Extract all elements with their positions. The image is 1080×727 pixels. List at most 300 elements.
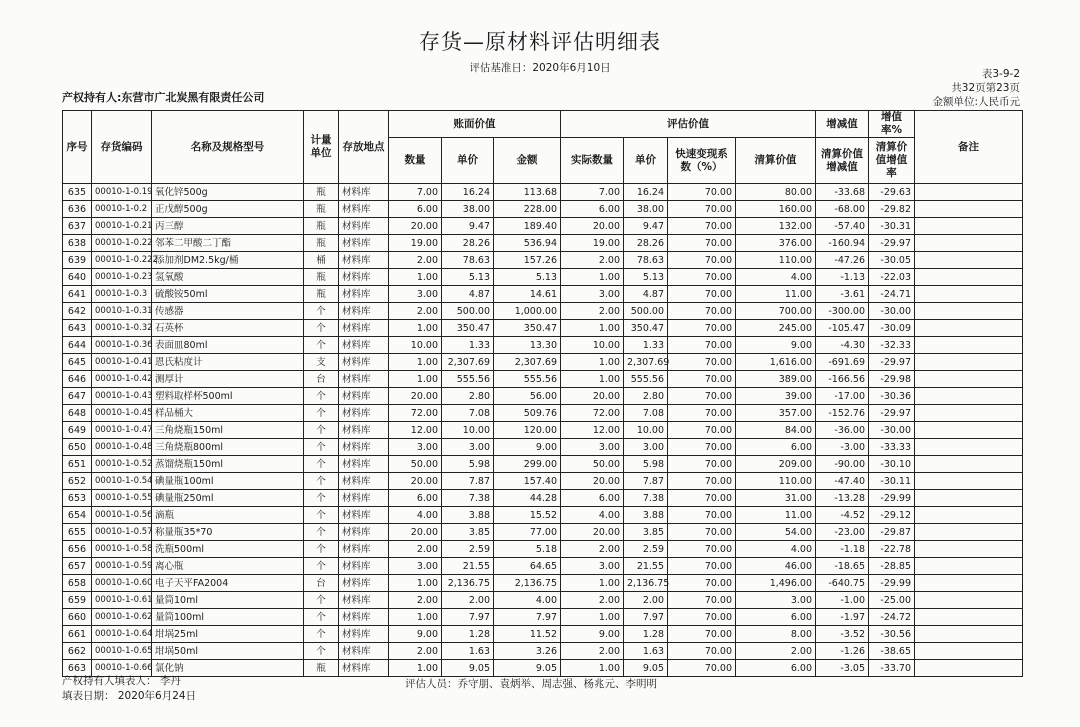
table-cell: 160.00 (736, 201, 816, 218)
table-row (63, 660, 1023, 677)
table-cell: 70.00 (668, 354, 736, 371)
table-cell: 00010-1-0.222 (92, 252, 152, 269)
table-cell: 00010-1-0.19 (92, 184, 152, 201)
header-liquidation-rate: 快速变现系数（%） (668, 138, 736, 184)
page-count: 共32页第23页 (951, 82, 1020, 94)
fill-date: 填表日期： 2020年6月24日 (62, 690, 197, 702)
table-cell: 个 (304, 626, 339, 643)
table-cell: 材料库 (339, 439, 389, 456)
table-cell: 2,307.69 (494, 354, 561, 371)
table-cell: 84.00 (736, 422, 816, 439)
table-cell: 1.00 (561, 371, 624, 388)
table-cell: 70.00 (668, 286, 736, 303)
table-cell: 支 (304, 354, 339, 371)
table-cell: 70.00 (668, 303, 736, 320)
table-row (63, 354, 1023, 371)
remark-cell (915, 541, 1023, 558)
header-appraised-value: 评估价值 (561, 111, 816, 138)
table-cell: 70.00 (668, 609, 736, 626)
table-cell: 00010-1-0.43 (92, 388, 152, 405)
table-cell: -90.00 (816, 456, 869, 473)
table-cell: -300.00 (816, 303, 869, 320)
table-cell: 536.94 (494, 235, 561, 252)
header-book-price: 单价 (442, 138, 494, 184)
table-cell: -28.85 (869, 558, 915, 575)
table-cell: 2.00 (442, 592, 494, 609)
table-cell: 72.00 (561, 405, 624, 422)
table-cell: 1.00 (389, 371, 442, 388)
table-cell: 1.00 (561, 609, 624, 626)
table-cell: 材料库 (339, 626, 389, 643)
table-cell: 4.00 (561, 507, 624, 524)
table-cell: 3.26 (494, 643, 561, 660)
table-cell: -29.97 (869, 405, 915, 422)
table-cell: 材料库 (339, 524, 389, 541)
table-cell: 3.00 (389, 286, 442, 303)
table-cell: 1.63 (442, 643, 494, 660)
table-cell: -24.72 (869, 609, 915, 626)
remark-cell (915, 320, 1023, 337)
table-cell: 台 (304, 371, 339, 388)
table-cell: 1,000.00 (494, 303, 561, 320)
table-cell: 5.13 (624, 269, 668, 286)
table-cell: 1.00 (389, 320, 442, 337)
table-cell: 测厚计 (152, 371, 304, 388)
table-cell: 350.47 (624, 320, 668, 337)
table-cell: 2,136.75 (624, 575, 668, 592)
table-row (63, 252, 1023, 269)
table-cell: 640 (63, 269, 92, 286)
table-cell: -47.40 (816, 473, 869, 490)
table-cell: 70.00 (668, 218, 736, 235)
table-cell: -691.69 (816, 354, 869, 371)
remark-cell (915, 354, 1023, 371)
table-cell: 硫酸铵50ml (152, 286, 304, 303)
table-cell: 651 (63, 456, 92, 473)
table-cell: 245.00 (736, 320, 816, 337)
header-increase-rate-sub: 清算价值增值率 (869, 138, 915, 184)
table-cell: -30.05 (869, 252, 915, 269)
table-cell: 3.85 (442, 524, 494, 541)
table-cell: 555.56 (624, 371, 668, 388)
table-cell: 2.80 (624, 388, 668, 405)
table-cell: -17.00 (816, 388, 869, 405)
table-cell: 瓶 (304, 201, 339, 218)
table-cell: 132.00 (736, 218, 816, 235)
table-cell: 228.00 (494, 201, 561, 218)
table-row (63, 235, 1023, 252)
table-cell: -166.56 (816, 371, 869, 388)
table-row (63, 575, 1023, 592)
table-cell: 8.00 (736, 626, 816, 643)
table-cell: 个 (304, 320, 339, 337)
table-cell: 洗瓶500ml (152, 541, 304, 558)
table-cell: 00010-1-0.21 (92, 218, 152, 235)
table-row (63, 643, 1023, 660)
table-cell: -30.11 (869, 473, 915, 490)
table-cell: 2.00 (561, 252, 624, 269)
table-cell: 00010-1-0.2 (92, 201, 152, 218)
table-cell: -33.68 (816, 184, 869, 201)
table-cell: 350.47 (442, 320, 494, 337)
table-cell: 20.00 (561, 524, 624, 541)
table-cell: 4.00 (736, 269, 816, 286)
table-cell: 1.00 (561, 269, 624, 286)
table-cell: 00010-1-0.60 (92, 575, 152, 592)
table-cell: 材料库 (339, 337, 389, 354)
table-cell: 655 (63, 524, 92, 541)
table-cell: -152.76 (816, 405, 869, 422)
table-row (63, 524, 1023, 541)
table-cell: 645 (63, 354, 92, 371)
table-cell: 70.00 (668, 405, 736, 422)
table-cell: 77.00 (494, 524, 561, 541)
table-cell: 个 (304, 439, 339, 456)
table-cell: -32.33 (869, 337, 915, 354)
table-cell: 个 (304, 507, 339, 524)
table-cell: 639 (63, 252, 92, 269)
table-cell: 637 (63, 218, 92, 235)
table-cell: 1.33 (624, 337, 668, 354)
table-cell: 9.47 (624, 218, 668, 235)
remark-cell (915, 286, 1023, 303)
table-cell: 654 (63, 507, 92, 524)
table-cell: 635 (63, 184, 92, 201)
table-cell: 量筒100ml (152, 609, 304, 626)
table-cell: 材料库 (339, 218, 389, 235)
remark-cell (915, 524, 1023, 541)
table-row (63, 473, 1023, 490)
header-appr-price: 单价 (624, 138, 668, 184)
table-cell: 2,136.75 (494, 575, 561, 592)
table-cell: 碘量瓶100ml (152, 473, 304, 490)
table-cell: -4.30 (816, 337, 869, 354)
table-cell: 2.00 (389, 643, 442, 660)
table-row (63, 371, 1023, 388)
table-row (63, 439, 1023, 456)
table-cell: 9.00 (561, 626, 624, 643)
table-cell: 38.00 (624, 201, 668, 218)
table-cell: 材料库 (339, 422, 389, 439)
table-cell: -640.75 (816, 575, 869, 592)
table-cell: -30.36 (869, 388, 915, 405)
table-cell: 78.63 (442, 252, 494, 269)
table-cell: 642 (63, 303, 92, 320)
table-cell: -29.99 (869, 575, 915, 592)
table-cell: 添加剂DM2.5kg/桶 (152, 252, 304, 269)
table-cell: 653 (63, 490, 92, 507)
table-cell: 636 (63, 201, 92, 218)
table-cell: 9.00 (736, 337, 816, 354)
table-cell: 坩埚25ml (152, 626, 304, 643)
table-row (63, 269, 1023, 286)
table-cell: 瓶 (304, 235, 339, 252)
table-cell: 64.65 (494, 558, 561, 575)
table-cell: 70.00 (668, 643, 736, 660)
table-row (63, 320, 1023, 337)
table-cell: 5.98 (624, 456, 668, 473)
table-cell: 646 (63, 371, 92, 388)
table-cell: 材料库 (339, 541, 389, 558)
table-cell: 材料库 (339, 507, 389, 524)
table-cell: 70.00 (668, 592, 736, 609)
table-cell: 台 (304, 575, 339, 592)
table-cell: 21.55 (442, 558, 494, 575)
table-cell: 644 (63, 337, 92, 354)
header-increase-sub: 清算价值增减值 (816, 138, 869, 184)
table-cell: 恩氏粘度计 (152, 354, 304, 371)
remark-cell (915, 269, 1023, 286)
remark-cell (915, 592, 1023, 609)
table-cell: 材料库 (339, 235, 389, 252)
table-cell: 个 (304, 405, 339, 422)
header-book-qty: 数量 (389, 138, 442, 184)
table-cell: 10.00 (389, 337, 442, 354)
table-cell: 641 (63, 286, 92, 303)
remark-cell (915, 575, 1023, 592)
table-cell: 材料库 (339, 609, 389, 626)
table-cell: 299.00 (494, 456, 561, 473)
remark-cell (915, 235, 1023, 252)
table-cell: 389.00 (736, 371, 816, 388)
table-cell: 50.00 (389, 456, 442, 473)
table-cell: 3.00 (442, 439, 494, 456)
table-cell: 6.00 (736, 439, 816, 456)
preparer: 产权持有人填表人： 李丹 (62, 675, 181, 687)
table-cell: 称量瓶35*70 (152, 524, 304, 541)
table-cell: 正戊醇500g (152, 201, 304, 218)
table-cell: 20.00 (389, 218, 442, 235)
table-cell: 70.00 (668, 422, 736, 439)
table-cell: 个 (304, 524, 339, 541)
table-cell: 1.00 (389, 354, 442, 371)
table-cell: 7.08 (442, 405, 494, 422)
table-cell: -29.97 (869, 354, 915, 371)
table-cell: 00010-1-0.64 (92, 626, 152, 643)
table-cell: 157.40 (494, 473, 561, 490)
table-cell: 传感器 (152, 303, 304, 320)
table-cell: 3.00 (389, 558, 442, 575)
table-cell: 661 (63, 626, 92, 643)
table-cell: 10.00 (561, 337, 624, 354)
table-cell: 坩埚50ml (152, 643, 304, 660)
table-cell: 11.00 (736, 507, 816, 524)
table-cell: 70.00 (668, 252, 736, 269)
table-row (63, 405, 1023, 422)
table-cell: -29.87 (869, 524, 915, 541)
table-cell: 70.00 (668, 524, 736, 541)
table-cell: 70.00 (668, 371, 736, 388)
table-cell: 7.97 (494, 609, 561, 626)
table-cell: 14.61 (494, 286, 561, 303)
table-cell: 3.00 (561, 286, 624, 303)
table-cell: 材料库 (339, 252, 389, 269)
remark-cell (915, 439, 1023, 456)
table-cell: 蒸馏烧瓶150ml (152, 456, 304, 473)
table-cell: -29.63 (869, 184, 915, 201)
table-cell: 5.13 (494, 269, 561, 286)
table-cell: 638 (63, 235, 92, 252)
table-cell: 00010-1-0.52 (92, 456, 152, 473)
remark-cell (915, 626, 1023, 643)
table-cell: 瓶 (304, 269, 339, 286)
header-seq: 序号 (63, 111, 92, 184)
table-cell: -160.94 (816, 235, 869, 252)
table-cell: 1.00 (561, 660, 624, 677)
table-cell: 70.00 (668, 337, 736, 354)
table-cell: 555.56 (494, 371, 561, 388)
table-cell: 20.00 (561, 388, 624, 405)
table-cell: 00010-1-0.61 (92, 592, 152, 609)
table-cell: 6.00 (561, 201, 624, 218)
remark-cell (915, 252, 1023, 269)
table-cell: 6.00 (389, 201, 442, 218)
table-row (63, 286, 1023, 303)
table-cell: 555.56 (442, 371, 494, 388)
table-cell: 电子天平FA2004 (152, 575, 304, 592)
remark-cell (915, 609, 1023, 626)
table-cell: 00010-1-0.3 (92, 286, 152, 303)
table-cell: 72.00 (389, 405, 442, 422)
table-cell: 28.26 (442, 235, 494, 252)
table-cell: -18.65 (816, 558, 869, 575)
table-cell: 00010-1-0.66 (92, 660, 152, 677)
table-cell: 个 (304, 422, 339, 439)
table-cell: 个 (304, 490, 339, 507)
table-cell: 1.00 (561, 354, 624, 371)
table-cell: 6.00 (736, 609, 816, 626)
table-cell: 3.00 (389, 439, 442, 456)
table-cell: -3.05 (816, 660, 869, 677)
table-cell: 00010-1-0.36 (92, 337, 152, 354)
table-cell: -1.13 (816, 269, 869, 286)
table-row (63, 456, 1023, 473)
table-cell: 70.00 (668, 575, 736, 592)
table-cell: 材料库 (339, 405, 389, 422)
table-cell: -1.26 (816, 643, 869, 660)
table-cell: 样品桶大 (152, 405, 304, 422)
table-cell: 2,136.75 (442, 575, 494, 592)
table-cell: 56.00 (494, 388, 561, 405)
table-cell: 1.00 (389, 269, 442, 286)
table-cell: 个 (304, 388, 339, 405)
header-unit: 计量单位 (304, 111, 339, 184)
table-cell: -30.00 (869, 422, 915, 439)
table-cell: 20.00 (389, 388, 442, 405)
table-cell: 7.87 (442, 473, 494, 490)
table-cell: 2.59 (624, 541, 668, 558)
table-cell: 10.00 (624, 422, 668, 439)
table-cell: 滴瓶 (152, 507, 304, 524)
table-cell: 38.00 (442, 201, 494, 218)
table-cell: 2,307.69 (442, 354, 494, 371)
table-cell: 6.00 (736, 660, 816, 677)
table-cell: 氧化锌500g (152, 184, 304, 201)
table-cell: 31.00 (736, 490, 816, 507)
table-cell: 表面皿80ml (152, 337, 304, 354)
table-cell: 材料库 (339, 456, 389, 473)
table-cell: 13.30 (494, 337, 561, 354)
table-cell: 15.52 (494, 507, 561, 524)
table-row (63, 507, 1023, 524)
table-cell: 5.13 (442, 269, 494, 286)
header-liquidation-value: 清算价值 (736, 138, 816, 184)
table-row (63, 388, 1023, 405)
table-cell: 离心瓶 (152, 558, 304, 575)
table-cell: 00010-1-0.56 (92, 507, 152, 524)
table-cell: 00010-1-0.45 (92, 405, 152, 422)
inventory-table (62, 110, 1023, 677)
table-cell: 120.00 (494, 422, 561, 439)
table-cell: 54.00 (736, 524, 816, 541)
table-cell: 材料库 (339, 558, 389, 575)
table-cell: -30.09 (869, 320, 915, 337)
remark-cell (915, 660, 1023, 677)
table-cell: 70.00 (668, 201, 736, 218)
remark-cell (915, 456, 1023, 473)
table-cell: 19.00 (389, 235, 442, 252)
table-cell: 2.00 (389, 252, 442, 269)
table-cell: -1.18 (816, 541, 869, 558)
table-cell: 20.00 (561, 473, 624, 490)
table-cell: -25.00 (869, 592, 915, 609)
remark-cell (915, 422, 1023, 439)
table-cell: 70.00 (668, 541, 736, 558)
table-cell: 1.00 (389, 575, 442, 592)
table-cell: 80.00 (736, 184, 816, 201)
table-cell: -24.71 (869, 286, 915, 303)
table-cell: 00010-1-0.23 (92, 269, 152, 286)
table-cell: -3.00 (816, 439, 869, 456)
table-cell: -29.12 (869, 507, 915, 524)
table-cell: 11.52 (494, 626, 561, 643)
table-cell: -29.82 (869, 201, 915, 218)
table-row (63, 490, 1023, 507)
table-cell: 44.28 (494, 490, 561, 507)
table-cell: -30.56 (869, 626, 915, 643)
table-cell: 桶 (304, 252, 339, 269)
table-cell: 9.00 (389, 626, 442, 643)
table-cell: 70.00 (668, 507, 736, 524)
table-cell: 20.00 (389, 473, 442, 490)
table-cell: 659 (63, 592, 92, 609)
header-code: 存货编码 (92, 111, 152, 184)
table-cell: 00010-1-0.62 (92, 609, 152, 626)
table-cell: 7.87 (624, 473, 668, 490)
table-cell: 00010-1-0.55 (92, 490, 152, 507)
table-cell: 00010-1-0.31 (92, 303, 152, 320)
table-cell: 21.55 (624, 558, 668, 575)
table-cell: 648 (63, 405, 92, 422)
table-cell: 氯化钠 (152, 660, 304, 677)
table-cell: 6.00 (561, 490, 624, 507)
table-cell: 3.00 (561, 439, 624, 456)
table-cell: 110.00 (736, 252, 816, 269)
appraisers: 评估人员：乔守朋、袁炳举、周志强、杨兆元、李明明 (405, 678, 657, 690)
table-cell: 1.00 (561, 575, 624, 592)
table-cell: 00010-1-0.57 (92, 524, 152, 541)
table-cell: -38.65 (869, 643, 915, 660)
table-cell: 4.87 (624, 286, 668, 303)
table-cell: 个 (304, 473, 339, 490)
table-cell: 19.00 (561, 235, 624, 252)
remark-cell (915, 405, 1023, 422)
table-cell: 70.00 (668, 626, 736, 643)
table-cell: -30.00 (869, 303, 915, 320)
table-cell: 209.00 (736, 456, 816, 473)
table-cell: 7.00 (389, 184, 442, 201)
table-cell: 5.98 (442, 456, 494, 473)
